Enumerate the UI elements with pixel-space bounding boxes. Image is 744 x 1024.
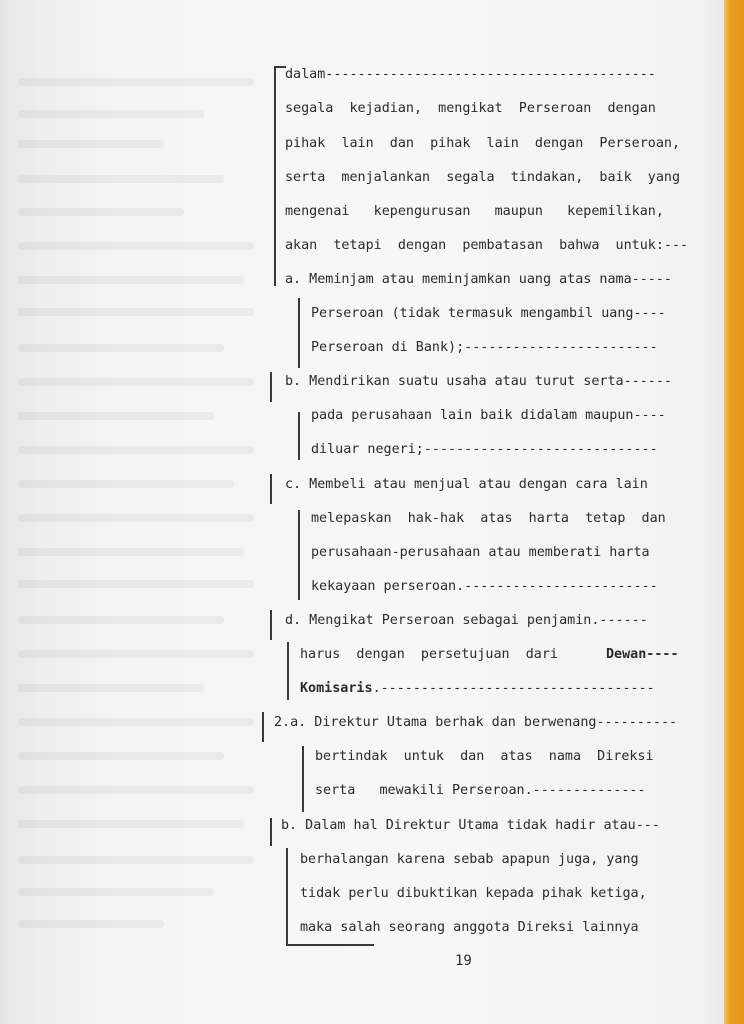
text-line: maka salah seorang anggota Direksi lainnya <box>300 920 639 935</box>
list-item-b: b. Mendirikan suatu usaha atau turut serta------ <box>285 374 672 389</box>
list-item-a: a. Meminjam atau meminjamkan uang atas nama----- <box>285 272 672 287</box>
text-span: .---------------------------------- <box>372 681 655 696</box>
text-line: melepaskan hak-hak atas harta tetap dan <box>311 511 666 526</box>
text-line: segala kejadian, mengikat Perseroan dengan <box>285 101 656 116</box>
text-line: serta mewakili Perseroan.-------------- <box>315 783 646 798</box>
list-item-d: d. Mengikat Perseroan sebagai penjamin.------ <box>285 613 648 628</box>
text-line: pihak lain dan pihak lain dengan Perseroan, <box>285 136 681 151</box>
text-span: harus dengan persetujuan dari <box>300 647 558 662</box>
text-line: bertindak untuk dan atas nama Direksi <box>315 749 654 764</box>
text-line: akan tetapi dengan pembatasan bahwa untuk:--- <box>285 238 689 253</box>
list-item-2a: 2.a. Direktur Utama berhak dan berwenang---------- <box>274 715 678 730</box>
bold-term-dewan: Dewan---- <box>605 647 679 662</box>
page-number: 19 <box>455 953 472 969</box>
text-line: kekayaan perseroan.------------------------ <box>311 579 658 594</box>
text-line: perusahaan-perusahaan atau memberati harta <box>311 545 650 560</box>
text-line <box>300 647 679 663</box>
text-line: berhalangan karena sebab apapun juga, yang <box>300 852 639 867</box>
text-line: dalam----------------------------------------- <box>285 67 656 82</box>
list-item-c: c. Membeli atau menjual atau dengan cara lain <box>285 477 648 492</box>
text-line: tidak perlu dibuktikan kepada pihak ketiga, <box>300 886 647 901</box>
text-line: pada perusahaan lain baik didalam maupun---- <box>311 408 666 423</box>
text-line: Perseroan (tidak termasuk mengambil uang---- <box>311 306 666 321</box>
text-line: Perseroan di Bank);------------------------ <box>311 340 658 355</box>
bold-term-komisaris: Komisaris <box>300 681 373 696</box>
list-item-2b: b. Dalam hal Direktur Utama tidak hadir atau--- <box>281 818 660 833</box>
text-line <box>300 681 655 697</box>
orange-binding-edge <box>724 0 744 1024</box>
text-line: mengenai kepengurusan maupun kepemilikan, <box>285 204 664 219</box>
text-line: serta menjalankan segala tindakan, baik yang <box>285 170 681 185</box>
text-line: diluar negeri;----------------------------- <box>311 442 658 457</box>
